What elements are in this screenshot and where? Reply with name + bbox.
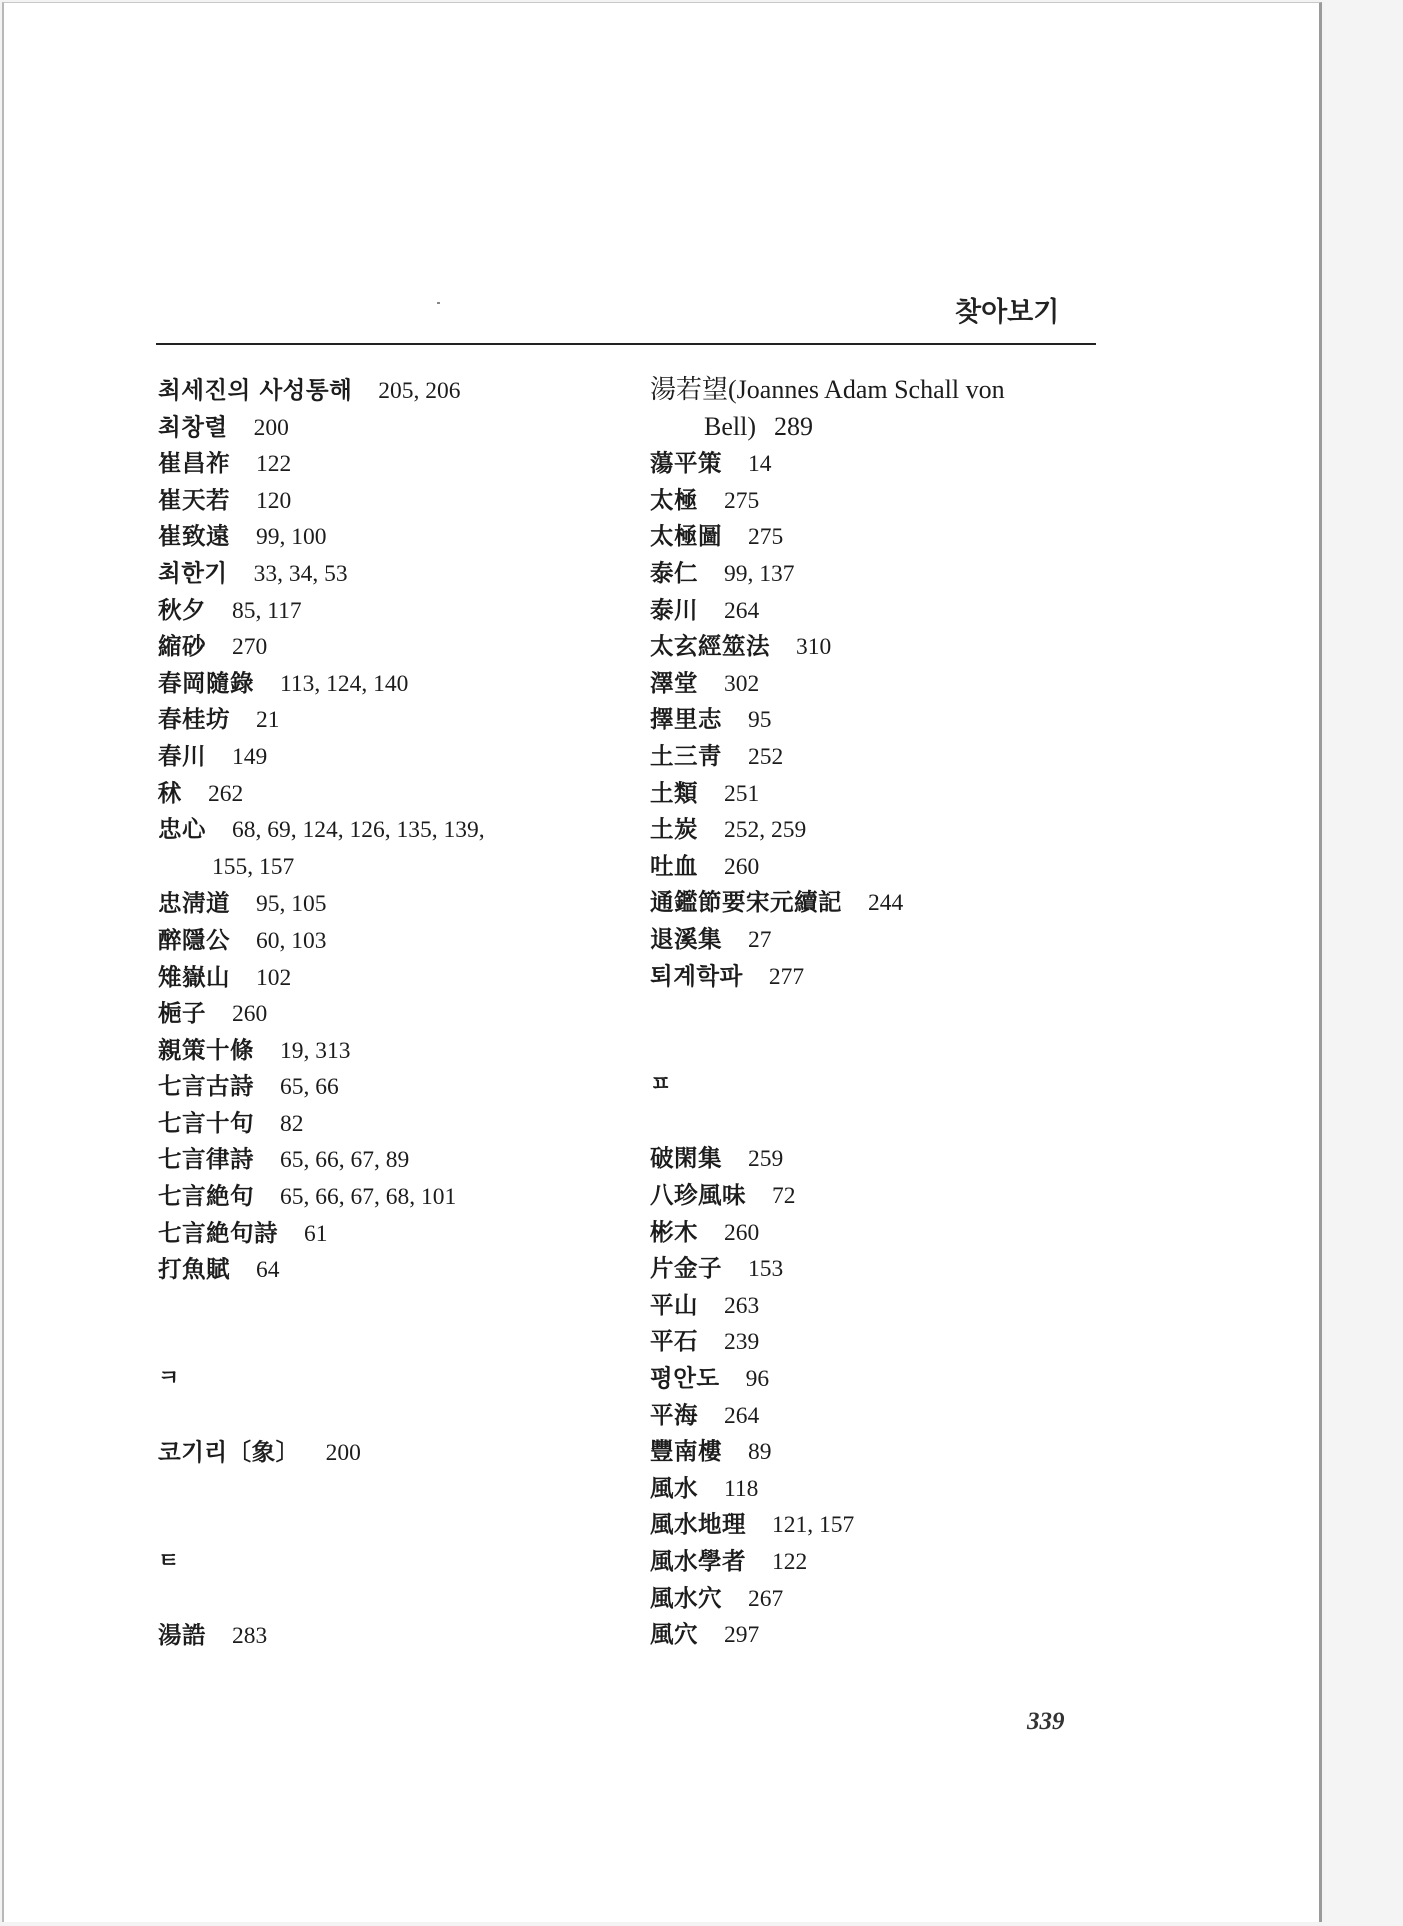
index-entry <box>650 592 1100 629</box>
index-pages: 14 <box>748 451 772 478</box>
spacer <box>158 1507 628 1544</box>
index-term: 風水地理 <box>650 1510 746 1539</box>
index-term: 湯若望(Joannes Adam Schall von <box>650 375 1005 404</box>
spacer <box>158 1471 628 1508</box>
index-pages: 65, 66, 67, 68, 101 <box>280 1184 457 1211</box>
index-term: 泰川 <box>650 595 698 624</box>
index-entry <box>158 409 628 446</box>
index-entry <box>158 592 628 629</box>
index-pages: 283 <box>232 1623 268 1650</box>
index-term: 風水穴 <box>650 1583 722 1612</box>
index-term: 片金子 <box>650 1254 722 1283</box>
index-term: 太極 <box>650 485 698 514</box>
index-entry <box>650 445 1100 482</box>
index-pages: 33, 34, 53 <box>253 560 348 587</box>
index-entry <box>650 1140 1100 1177</box>
index-term: 春岡隨錄 <box>158 668 254 697</box>
index-pages: 82 <box>280 1110 304 1137</box>
index-pages: 260 <box>232 1001 268 1028</box>
scan-margin <box>1325 0 1403 1926</box>
index-entry <box>158 701 628 738</box>
index-pages: 200 <box>325 1440 361 1467</box>
index-entry <box>158 372 628 409</box>
index-pages: 264 <box>724 597 760 624</box>
index-entry <box>650 628 1100 665</box>
index-pages: 72 <box>772 1183 796 1210</box>
index-term: 太極圖 <box>650 522 722 551</box>
index-entry <box>650 1433 1100 1470</box>
index-entry <box>650 1543 1100 1580</box>
index-entry <box>650 518 1100 555</box>
index-entry <box>158 959 628 996</box>
index-term: 春川 <box>158 741 206 770</box>
index-pages: 239 <box>724 1329 760 1356</box>
index-entry <box>650 1287 1100 1324</box>
index-term: 風水學者 <box>650 1547 746 1575</box>
index-term: 崔昌祚 <box>158 449 230 478</box>
index-entry <box>650 1397 1100 1434</box>
scan-speck <box>437 302 440 304</box>
index-entry <box>158 738 628 775</box>
index-term: 平石 <box>650 1327 698 1356</box>
index-pages: 275 <box>748 524 784 551</box>
index-term: 퇴계학파 <box>650 961 743 990</box>
page-number: 339 <box>1027 1708 1065 1735</box>
index-pages: 68, 69, 124, 126, 135, 139, <box>232 817 485 844</box>
index-entry <box>650 884 1100 921</box>
index-term: 七言絶句詩 <box>158 1218 278 1247</box>
index-entry <box>650 555 1100 592</box>
index-term: 通鑑節要宋元續記 <box>650 888 842 917</box>
index-term: 秋夕 <box>158 595 206 624</box>
index-pages: 113, 124, 140 <box>280 670 409 697</box>
index-pages: 85, 117 <box>232 597 302 624</box>
index-pages: 251 <box>724 780 760 807</box>
index-pages: 96 <box>745 1366 770 1393</box>
index-pages: 205, 206 <box>378 378 461 404</box>
index-entry <box>158 995 628 1032</box>
index-entry <box>158 1617 628 1654</box>
index-entry <box>650 701 1100 738</box>
index-entry <box>158 1251 628 1288</box>
index-pages: 19, 313 <box>280 1037 351 1064</box>
index-entry <box>650 738 1100 775</box>
index-entry <box>158 1105 628 1142</box>
index-pages: 65, 66 <box>280 1074 339 1101</box>
index-entry <box>650 921 1100 958</box>
index-entry <box>158 1032 628 1069</box>
index-pages: 89 <box>748 1439 772 1466</box>
index-pages: 95, 105 <box>256 891 327 918</box>
index-term: 退溪集 <box>650 924 722 953</box>
index-term: 風水 <box>650 1473 698 1502</box>
index-pages: 260 <box>724 1219 760 1246</box>
index-entry <box>650 848 1100 885</box>
index-entry <box>650 1506 1100 1543</box>
index-pages: 149 <box>232 743 268 770</box>
index-term: 湯誥 <box>158 1621 206 1650</box>
index-term: 風穴 <box>650 1620 698 1649</box>
index-term: 親策十條 <box>158 1035 254 1064</box>
index-term: 코기리〔象〕 <box>158 1438 300 1467</box>
index-term: 土類 <box>650 778 698 807</box>
index-pages: 153 <box>748 1256 784 1283</box>
spacer <box>650 1031 1100 1068</box>
index-entry <box>158 1434 628 1471</box>
spacer <box>158 1398 628 1435</box>
index-term: 泰仁 <box>650 558 698 587</box>
index-entry <box>158 1068 628 1105</box>
index-entry <box>650 665 1100 702</box>
index-entry <box>650 958 1100 995</box>
index-term: 太玄經筮法 <box>650 632 770 661</box>
index-entry <box>650 1177 1100 1214</box>
index-entry <box>650 372 1100 445</box>
index-column-right <box>650 372 1100 1653</box>
index-term: 彬木 <box>650 1217 698 1246</box>
index-pages: 262 <box>208 780 244 807</box>
index-entry <box>650 1616 1100 1653</box>
index-pages: 200 <box>253 414 289 441</box>
index-entry <box>158 1178 628 1215</box>
index-term: 七言古詩 <box>158 1072 254 1101</box>
index-pages: 275 <box>724 487 760 514</box>
index-term: 破閑集 <box>650 1144 722 1173</box>
index-term: 平海 <box>650 1400 698 1429</box>
index-entry <box>650 1323 1100 1360</box>
index-term: 擇里志 <box>650 705 722 734</box>
spacer <box>650 994 1100 1031</box>
index-term: 打魚賦 <box>158 1255 230 1284</box>
index-entry <box>650 1580 1100 1617</box>
index-entry <box>158 775 628 812</box>
index-pages: 21 <box>256 707 280 734</box>
index-term: 吐血 <box>650 851 698 880</box>
index-entry <box>158 885 628 922</box>
index-entry <box>158 518 628 555</box>
index-pages: 122 <box>256 451 292 478</box>
index-letter-heading: ㅋ <box>158 1366 180 1392</box>
index-term: 春桂坊 <box>158 705 230 734</box>
index-term: 崔致遠 <box>158 522 230 551</box>
index-entry <box>650 1360 1100 1397</box>
spacer <box>650 1104 1100 1141</box>
spacer <box>158 1581 628 1618</box>
index-entry <box>650 811 1100 848</box>
index-entry <box>650 1470 1100 1507</box>
index-entry <box>158 555 628 592</box>
index-entry <box>158 628 628 665</box>
index-term: 雉嶽山 <box>158 962 230 991</box>
index-term: 平山 <box>650 1290 698 1319</box>
index-term: 최세진의 사성통해 <box>158 376 353 404</box>
index-pages: 302 <box>724 670 760 697</box>
index-term: 七言十句 <box>158 1108 254 1137</box>
index-term: 최한기 <box>158 558 228 587</box>
index-entry <box>158 665 628 702</box>
index-pages: 102 <box>256 964 292 991</box>
index-term-continuation: Bell) <box>704 411 756 441</box>
index-term: 忠淸道 <box>158 889 230 918</box>
index-term: 蕩平策 <box>650 449 722 478</box>
index-pages: 259 <box>748 1146 784 1173</box>
index-entry <box>158 1141 628 1178</box>
index-term: 평안도 <box>650 1364 720 1393</box>
spacer <box>158 1324 628 1361</box>
index-letter-heading: ㅍ <box>650 1072 672 1098</box>
index-pages: 260 <box>724 853 760 880</box>
index-term: 土炭 <box>650 815 698 844</box>
index-pages: 289 <box>774 411 813 441</box>
index-pages: 60, 103 <box>256 927 327 954</box>
index-term: 梔子 <box>158 999 206 1028</box>
index-pages: 252 <box>748 743 784 770</box>
index-term: 忠心 <box>158 815 206 844</box>
index-entry-continuation <box>650 409 1100 446</box>
index-pages: 252, 259 <box>724 817 807 844</box>
index-term: 八珍風味 <box>650 1181 746 1210</box>
index-entry <box>158 922 628 959</box>
index-pages: 263 <box>724 1292 760 1319</box>
index-entry <box>650 775 1100 812</box>
index-term: 秫 <box>158 778 182 807</box>
index-pages: 64 <box>256 1257 280 1284</box>
index-entry <box>650 1250 1100 1287</box>
index-entry <box>158 1215 628 1252</box>
index-pages-continuation: 155, 157 <box>212 853 295 880</box>
index-column-left <box>158 372 628 1654</box>
header-rule <box>156 343 1096 345</box>
section-title: 찾아보기 <box>955 297 1060 328</box>
index-pages: 297 <box>724 1622 760 1649</box>
index-pages: 267 <box>748 1585 784 1612</box>
index-term: 土三靑 <box>650 741 722 770</box>
index-pages: 95 <box>748 707 772 734</box>
index-pages: 118 <box>724 1475 759 1502</box>
index-term: 七言絶句 <box>158 1182 254 1211</box>
index-entry <box>158 482 628 519</box>
index-term: 崔天若 <box>158 485 230 514</box>
index-term: 豐南樓 <box>650 1437 722 1466</box>
index-pages: 120 <box>256 487 292 514</box>
spacer <box>158 1288 628 1325</box>
index-term: 醉隱公 <box>158 925 230 954</box>
index-pages: 27 <box>748 926 772 953</box>
index-entry <box>650 1214 1100 1251</box>
index-pages: 122 <box>772 1549 808 1575</box>
index-term: 澤堂 <box>650 668 698 697</box>
index-pages: 61 <box>304 1220 328 1247</box>
index-pages: 277 <box>768 963 805 990</box>
index-term: 七言律詩 <box>158 1145 254 1174</box>
index-pages: 99, 100 <box>256 524 327 551</box>
index-letter-heading: ㅌ <box>158 1549 180 1574</box>
index-term: 최창렬 <box>158 412 228 441</box>
index-term: 縮砂 <box>158 632 206 661</box>
index-pages: 310 <box>796 634 832 661</box>
index-pages: 244 <box>868 890 904 917</box>
index-pages: 270 <box>232 634 268 661</box>
index-pages: 99, 137 <box>724 560 795 587</box>
index-pages: 264 <box>724 1402 760 1429</box>
index-entry <box>158 811 628 885</box>
index-pages: 65, 66, 67, 89 <box>280 1147 410 1174</box>
index-entry <box>650 482 1100 519</box>
index-pages: 121, 157 <box>772 1512 855 1539</box>
index-entry <box>158 445 628 482</box>
